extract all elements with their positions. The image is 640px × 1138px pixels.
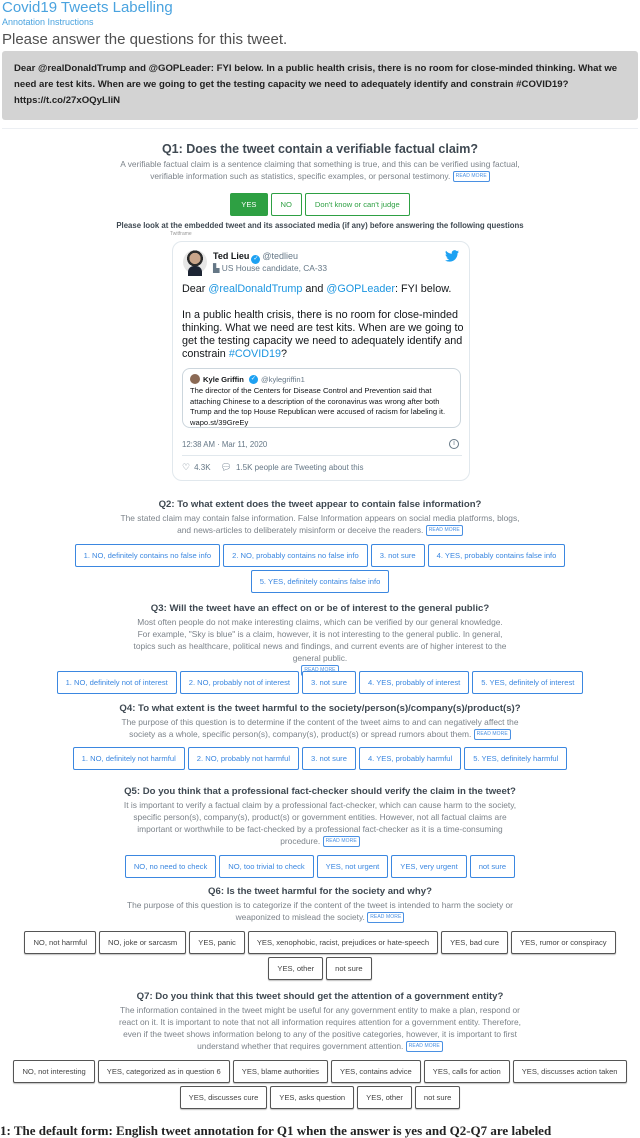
q3-option-4[interactable]: 4. YES, probably of interest: [359, 671, 469, 694]
question-q6: [0, 886, 640, 923]
quoted-tweet-author: Kyle Griffin ✓ @kylegriffin1: [190, 374, 453, 384]
q4-options: [60, 747, 580, 770]
q7-description: The information contained in the tweet might be useful for any government entity to make a plan, respond or react on it. It is important to note that not all information requires attention for a government entity. Therefore, even if the tweet shows information belong to any of the positive categories, however, it is important to first understand whether that requires government attention. READ MORE: [119, 1005, 521, 1051]
q7-option-other[interactable]: YES, other: [357, 1086, 412, 1109]
q1-title: Q1: Does the tweet contain a verifiable factual claim?: [161, 142, 479, 156]
page-prompt: Please answer the questions for this tweet.: [2, 31, 288, 48]
q3-option-1[interactable]: 1. NO, definitely not of interest: [57, 671, 177, 694]
q7-option-action-taken[interactable]: YES, discusses action taken: [513, 1060, 627, 1083]
q4-description: The purpose of this question is to determine if the content of the tweet aims to and can negatively affect the society as a whole, specific person(s), company(s), product(s) or spread rumors about them. READ MORE: [121, 717, 519, 739]
q2-option-5[interactable]: 5. YES, definitely contains false info: [251, 570, 390, 593]
q5-option-not-sure[interactable]: not sure: [470, 855, 515, 878]
q6-option-other[interactable]: YES, other: [268, 957, 323, 980]
q7-option-categorized-q6[interactable]: YES, categorized as in question 6: [98, 1060, 230, 1083]
q1-options: [0, 193, 640, 216]
embedded-tweet[interactable]: [172, 241, 470, 481]
quoted-tweet[interactable]: [182, 368, 461, 428]
tweet-stats: [182, 462, 363, 473]
q1-description: A verifiable factual claim is a sentence claiming that something is true, and this can be verified using factual, verifiable information such as statistics, specific examples, or personal testimony. READ MORE: [120, 159, 520, 181]
tweet-author[interactable]: Ted Lieu ✓ @tedlieu: [213, 251, 299, 262]
q1-option-yes[interactable]: YES: [230, 193, 267, 216]
tweet-text-box: [2, 51, 638, 120]
q3-option-2[interactable]: 2. NO, probably not of interest: [180, 671, 299, 694]
avatar: [190, 374, 200, 384]
q1-read-more-button[interactable]: READ MORE: [453, 171, 490, 182]
question-q4: [0, 703, 640, 740]
hashtag-link[interactable]: #COVID19: [228, 348, 282, 360]
q4-option-2[interactable]: 2. NO, probably not harmful: [188, 747, 299, 770]
q2-option-2[interactable]: 2. NO, probably contains no false info: [223, 544, 368, 567]
q2-description: The stated claim may contain false information. False Information appears on social media platforms, blogs, and news-articles to deliberately misinform or deceive the readers. READ MORE: [120, 513, 520, 535]
q6-description: The purpose of this question is to categorize if the content of the tweet is intended to harm the society or weaponized to mislead the society. READ MORE: [127, 900, 513, 922]
q7-option-contains-advice[interactable]: YES, contains advice: [331, 1060, 421, 1083]
q6-option-rumor[interactable]: YES, rumor or conspiracy: [511, 931, 616, 954]
q2-options: [60, 544, 580, 593]
reply-button[interactable]: 💬︎ 1.5K people are Tweeting about this: [220, 462, 364, 472]
tweet-text: Dear @realDonaldTrump and @GOPLeader: FYI below. In a public health crisis, there is no room for close-minded thinking. What we need are test kits. When are we going to get the testing capacity we need to adequately identify and constrain #COVID19? https://t.co/27xOQyLliN: [14, 63, 618, 106]
tweet-author-description: ▙ US House candidate, CA-33: [213, 263, 327, 273]
q4-read-more-button[interactable]: READ MORE: [474, 729, 511, 740]
q5-option-too-trivial[interactable]: NO, too trivial to check: [219, 855, 313, 878]
question-q3: [0, 603, 640, 676]
q2-option-1[interactable]: 1. NO, definitely contains no false info: [75, 544, 220, 567]
q2-option-3[interactable]: 3. not sure: [371, 544, 425, 567]
q1-option-dont-know[interactable]: Don't know or can't judge: [305, 193, 410, 216]
q6-option-panic[interactable]: YES, panic: [189, 931, 245, 954]
like-button[interactable]: ♡ 4.3K: [182, 462, 211, 472]
q5-option-very-urgent[interactable]: YES, very urgent: [391, 855, 466, 878]
q3-option-3[interactable]: 3. not sure: [302, 671, 356, 694]
q4-option-5[interactable]: 5. YES, definitely harmful: [464, 747, 567, 770]
q2-option-4[interactable]: 4. YES, probably contains false info: [428, 544, 566, 567]
tweet-timestamp[interactable]: 12:38 AM · Mar 11, 2020: [182, 440, 268, 449]
q5-read-more-button[interactable]: READ MORE: [323, 836, 360, 847]
question-q1: [0, 142, 640, 182]
q6-option-not-harmful[interactable]: NO, not harmful: [24, 931, 96, 954]
q6-options: [20, 931, 620, 980]
q4-title: Q4: To what extent is the tweet harmful to the society/person(s)/company(s)/product(s)?: [119, 703, 521, 714]
q4-option-4[interactable]: 4. YES, probably harmful: [359, 747, 461, 770]
q6-option-joke[interactable]: NO, joke or sarcasm: [99, 931, 186, 954]
divider: [2, 128, 638, 129]
q7-option-blame-authorities[interactable]: YES, blame authorities: [233, 1060, 328, 1083]
q7-options: [0, 1060, 640, 1109]
q2-title: Q2: To what extent does the tweet appear to contain false information?: [158, 499, 482, 510]
annotation-instructions-link[interactable]: Annotation Instructions: [2, 17, 94, 27]
q6-option-xenophobic[interactable]: YES, xenophobic, racist, prejudices or hate-speech: [248, 931, 438, 954]
q3-options: [40, 671, 600, 694]
q3-description: Most often people do not make interesting claims, which can be verified by our general knowledge. For example, "Sky is blue" is a claim, however, it is not interesting to the general public. In general, topics such as healthcare, political news and findings, and current events are of higher interest to the general public.: [130, 616, 510, 676]
twitframe-label: Twitframe: [170, 231, 192, 237]
q3-title: Q3: Will the tweet have an effect on or be of interest to the general public?: [150, 603, 490, 614]
avatar[interactable]: [183, 250, 207, 274]
embed-note: Please look at the embedded tweet and its associated media (if any) before answering the following questions: [116, 221, 524, 230]
question-q7: [0, 991, 640, 1052]
q4-option-3[interactable]: 3. not sure: [302, 747, 356, 770]
q7-option-not-sure[interactable]: not sure: [415, 1086, 460, 1109]
verified-badge-icon: ✓: [250, 375, 256, 382]
embedded-tweet-text: Dear @realDonaldTrump and @GOPLeader: FYI below. In a public health crisis, there is no room for close-minded thinking. What we need are test kits. When are we going to get the testing capacity we need to adequately identify and constrain #COVID19?: [182, 283, 464, 360]
verified-badge-icon: ✓: [253, 256, 259, 262]
q6-title: Q6: Is the tweet harmful for the society and why?: [208, 886, 432, 897]
mention-link[interactable]: @realDonaldTrump: [208, 283, 303, 295]
q6-read-more-button[interactable]: READ MORE: [367, 912, 404, 923]
q6-option-not-sure[interactable]: not sure: [326, 957, 371, 980]
tweet-author-handle: @tedlieu: [262, 251, 299, 261]
q5-options: [100, 855, 540, 878]
app-title: Covid19 Tweets Labelling: [2, 0, 173, 16]
twitter-bird-icon[interactable]: [445, 250, 459, 262]
question-q2: [0, 499, 640, 536]
q6-option-bad-cure[interactable]: YES, bad cure: [441, 931, 508, 954]
q5-title: Q5: Do you think that a professional fact-checker should verify the claim in the tweet?: [124, 786, 516, 797]
heart-icon: ♡: [182, 462, 191, 472]
q3-option-5[interactable]: 5. YES, definitely of interest: [472, 671, 583, 694]
q5-description: It is important to verify a factual claim by a professional fact-checker, which can cause harm to the society, specific person(s), company(s), product(s) or government entities. However, not all factual claims are important or worthwhile to be fact-checked by a professional fact-checker as it is a time-consuming procedure. READ MORE: [123, 800, 517, 846]
comment-icon: 💬︎: [220, 462, 232, 472]
q4-option-1[interactable]: 1. NO, definitely not harmful: [73, 747, 185, 770]
q1-option-no[interactable]: NO: [271, 193, 302, 216]
figure-caption-clipped: 1: The default form: English tweet annotation for Q1 when the answer is yes and Q2-Q7 are labeled: [0, 1123, 552, 1138]
building-icon: ▙: [213, 263, 222, 273]
q7-option-discusses-cure[interactable]: YES, discusses cure: [180, 1086, 268, 1109]
q2-read-more-button[interactable]: READ MORE: [426, 525, 463, 536]
q7-option-asks-question[interactable]: YES, asks question: [270, 1086, 354, 1109]
question-q5: [0, 786, 640, 847]
divider: [182, 455, 462, 456]
q7-title: Q7: Do you think that this tweet should get the attention of a government entity?: [136, 991, 504, 1002]
info-icon[interactable]: i: [449, 439, 459, 449]
mention-link[interactable]: @GOPLeader: [326, 283, 395, 295]
q7-read-more-button[interactable]: READ MORE: [406, 1041, 443, 1052]
q5-option-not-urgent[interactable]: YES, not urgent: [317, 855, 389, 878]
q7-option-calls-for-action[interactable]: YES, calls for action: [424, 1060, 510, 1083]
q7-option-not-interesting[interactable]: NO, not interesting: [13, 1060, 94, 1083]
quoted-tweet-text: The director of the Centers for Disease Control and Prevention said that attaching Chinese to a description of the coronavirus was wrong after both Trump and the top House Republican were accused of racism for labeling it. wapo.st/39GreEy: [190, 386, 446, 427]
q5-option-no-need[interactable]: NO, no need to check: [125, 855, 216, 878]
